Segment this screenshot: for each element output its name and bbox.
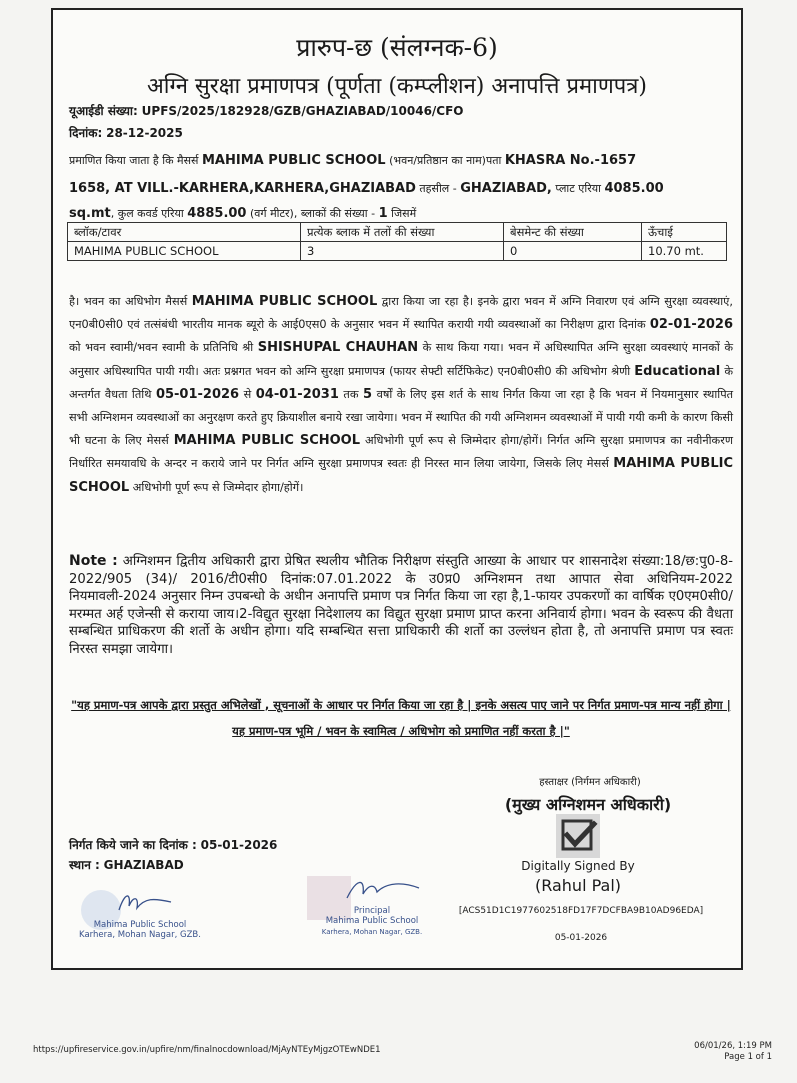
stamp-text: Karhera, Mohan Nagar, GZB. [321,928,423,936]
body-text: से [243,387,252,401]
signer-name: (Rahul Pal) [534,876,622,895]
signature-scribble [343,874,423,904]
cert-text: प्लाट एरिया [555,182,601,195]
place-line [69,856,184,873]
stamp-text: Karhera, Mohan Nagar, GZB. [79,930,201,940]
signature-scribble [115,890,175,916]
body-paragraph [69,290,733,499]
inspection-date: 02-01-2026 [649,317,733,333]
block-table [67,222,727,261]
valid-from: 05-01-2026 [155,386,240,402]
cert-text: जिसमें [391,207,417,220]
certificate-frame [51,8,743,970]
cert-text: (भवन/प्रतिष्ठान का नाम)पता [389,154,502,167]
place-label: स्थान : [69,858,100,872]
table-cell: 10.70 mt. [642,242,727,261]
cert-text: प्रमाणित किया जाता है कि मैसर्स [69,154,199,167]
validity-years: 5 [363,386,373,402]
date-value: 28-12-2025 [106,126,183,140]
signature-date: 05-01-2026 [554,933,608,943]
block-count: 1 [378,206,388,221]
table-header: प्रत्येक ब्लाक में तलों की संख्या [301,223,504,242]
cert-line-3 [69,206,416,221]
uid-line [69,102,464,119]
form-title: प्रारुप-छ (संलग्नक-6) [296,33,498,62]
occupancy-category: Educational [634,363,721,379]
body-text: तक [343,387,359,401]
checkbox-tick-icon [556,814,600,862]
firm-name: MAHIMA PUBLIC SCHOOL [201,153,386,168]
body-text: द्वारा किया जा रहा है। इनके द्वारा भवन में अग्नि निवारण एवं अग्नि सुरक्षा व्यवस्थाएं, एन0बी0सी0 एवं तत्संबंधी भारतीय मानक ब्यूरो के आई0एस0 के अनुसार भवन में स्थापित करायी गयी व्यवस्थाओं का निरीक्षण द्वारा दिनांक [69,295,733,332]
stamp-text: Principal [353,906,391,916]
address: 1658, AT VILL.-KARHERA,KARHERA,GHAZIABAD [69,181,416,196]
stamp-text: Mahima Public School [93,920,187,930]
cert-text: , कुल कवर्ड एरिया [110,207,184,220]
issue-date-label: निर्गत किये जाने का दिनांक : [69,838,197,852]
unit: sq.mt [69,206,111,221]
declaration: "यह प्रमाण-पत्र आपके द्वारा प्रस्तुत अभिलेखों , सूचनाओं के आधार पर निर्गत किया जा रहा है | इनके असत्य पाए जाने पर निर्गत प्रमाण-पत्र मान्य नहीं होगा | यह प्रमाण-पत्र भूमि / भवन के स्वामित्व / अधिभोग को प्रमाणित नहीं करता है |" [71,698,731,738]
stamp-text: Mahima Public School [325,916,419,926]
note-text: अग्निशमन द्वितीय अधिकारी द्वारा प्रेषित स्थलीय भौतिक निरीक्षण संस्तुति आख्या के आधार पर शासनादेश संख्या:18/छ:पु0-8-2022/905 (34)/ 2016/टी0सी0 दिनांक:07.01.2022 के उ0प्र0 अग्निशमन तथा आपात सेवा अधिनियम-2022 नियमावली-2024 अनुसार निम्न उपबन्धो के अधीन अनापत्ति प्रमाण पत्र निर्गत किया जा रहा है,1-फायर उपकरणों का वार्षिक ए0एम0सी0/मरम्मत अर्ह एजेन्सी से कराया जाय।2-विद्युत सुरक्षा निदेशालय का विद्युत सुरक्षा प्रमाण प्राप्त करना अनिवार्य होगा। भवन के स्वरूप की वैधता सम्बन्धित प्राधिकरण की शर्तो के अधीन होगा। यदि सम्बन्धित सत्ता प्राधिकारी की शर्तो का उल्लंधन होता है, तो अनापत्ति प्रमाण पत्र स्वतः निरस्त समझा जायेगा। [69,554,733,657]
firm-name: MAHIMA PUBLIC SCHOOL [191,294,378,309]
uid-label: यूआईडी संख्या: [69,104,138,118]
date-label: दिनांक: [69,126,103,140]
table-header: बेसमेन्ट की संख्या [504,223,642,242]
body-text: के साथ किया गया। भवन में अधिस्थापित अग्नि सुरक्षा व्यवस्थाएं मानकों के अनुसार अधिस्थापित पायी गयी। अतः प्रश्नगत भवन को अग्नि सुरक्षा प्रमाणपत्र (फायर सेफ्टी सर्टिफिकेट) एन0बी0सी0 की अधिभोग श्रेणी [69,341,734,378]
uid-value: UPFS/2025/182928/GZB/GHAZIABAD/10046/CFO [141,104,464,118]
note-label: Note : [69,553,118,569]
date-line [69,124,183,141]
body-text: को भवन स्वामी/भवन स्वामी के प्रतिनिधि श्री [69,341,254,355]
body-text: के अन्तर्गत वैधता तिथि [69,364,734,401]
cert-line-1 [69,153,636,168]
cert-line-2 [69,181,664,196]
place: GHAZIABAD [103,858,184,872]
body-text: वर्षों के लिए इस शर्त के साथ निर्गत किया जा रहा है कि भवन में नियमानुसार स्थापित सभी अग्निशमन व्यवस्थाओं का अनुरक्षण करते हुए क्रियाशील बनाये रखा जायेगा। भवन में स्थापित की गयी अग्निशमन व्यवस्थाओं में पायी गयी कमी के कारण किसी भी घटना के लिए मेसर्स [69,387,734,448]
firm-name: MAHIMA PUBLIC SCHOOL [69,456,733,495]
table-cell: 3 [301,242,504,261]
footer-url[interactable]: https://upfireservice.gov.in/upfire/nm/finalnocdownload/MjAyNTEyMjgzOTEwNDE1 [33,1045,381,1055]
table-header-row [68,223,727,242]
issue-date-line [69,836,277,853]
sign-label: हस्ताक्षर (निर्गमन अधिकारी) [539,777,641,788]
table-header: ब्लॉक/टावर [68,223,301,242]
plot-area: 4085.00 [604,181,664,196]
tehsil: GHAZIABAD, [460,181,552,196]
table-cell: MAHIMA PUBLIC SCHOOL [68,242,301,261]
digital-signature-label: Digitally Signed By [521,859,635,873]
covered-area: 4885.00 [187,206,247,221]
table-header: ऊँचाई [642,223,727,242]
cert-text: (वर्ग मीटर), ब्लाकों की संख्या - [249,207,376,220]
principal-stamp [307,872,437,948]
address: KHASRA No.-1657 [504,153,637,168]
table-row [68,242,727,261]
signature-hash: [ACS51D1C1977602518FD17F7DCFBA9B10AD96EDA] [458,906,704,916]
officer-title: (मुख्य अग्निशमन अधिकारी) [504,795,672,814]
firm-name: MAHIMA PUBLIC SCHOOL [173,433,361,449]
body-text: अधिभोगी पूर्ण रूप से जिम्मेदार होगा/होगें। निर्गत अग्नि सुरक्षा प्रमाणपत्र का नवीनीकरण निर्धारित समयावधि के अन्दर न कराये जाने पर निर्गत अग्नि सुरक्षा प्रमाणपत्र स्वतः ही निरस्त मान लिया जायेगा, जिसके लिए मेसर्स [69,434,734,471]
table-cell: 0 [504,242,642,261]
issue-date: 05-01-2026 [200,838,278,852]
valid-to: 04-01-2031 [255,386,339,402]
body-text: अधिभोगी पूर्ण रूप से जिम्मेदार होगा/होगें। [132,480,304,494]
body-text: है। भवन का अधिभोग मैसर्स [69,295,188,308]
school-stamp-left [75,890,205,950]
cert-text: तहसील - [419,182,457,195]
certificate-title: अग्नि सुरक्षा प्रमाणपत्र (पूर्णता (कम्प्लीशन) अनापत्ति प्रमाणपत्र) [147,74,647,99]
note-paragraph [69,553,733,658]
owner-representative: SHISHUPAL CHAUHAN [257,340,419,356]
footer-datetime: 06/01/26, 1:19 PM [694,1041,772,1051]
footer-page: Page 1 of 1 [724,1052,772,1062]
